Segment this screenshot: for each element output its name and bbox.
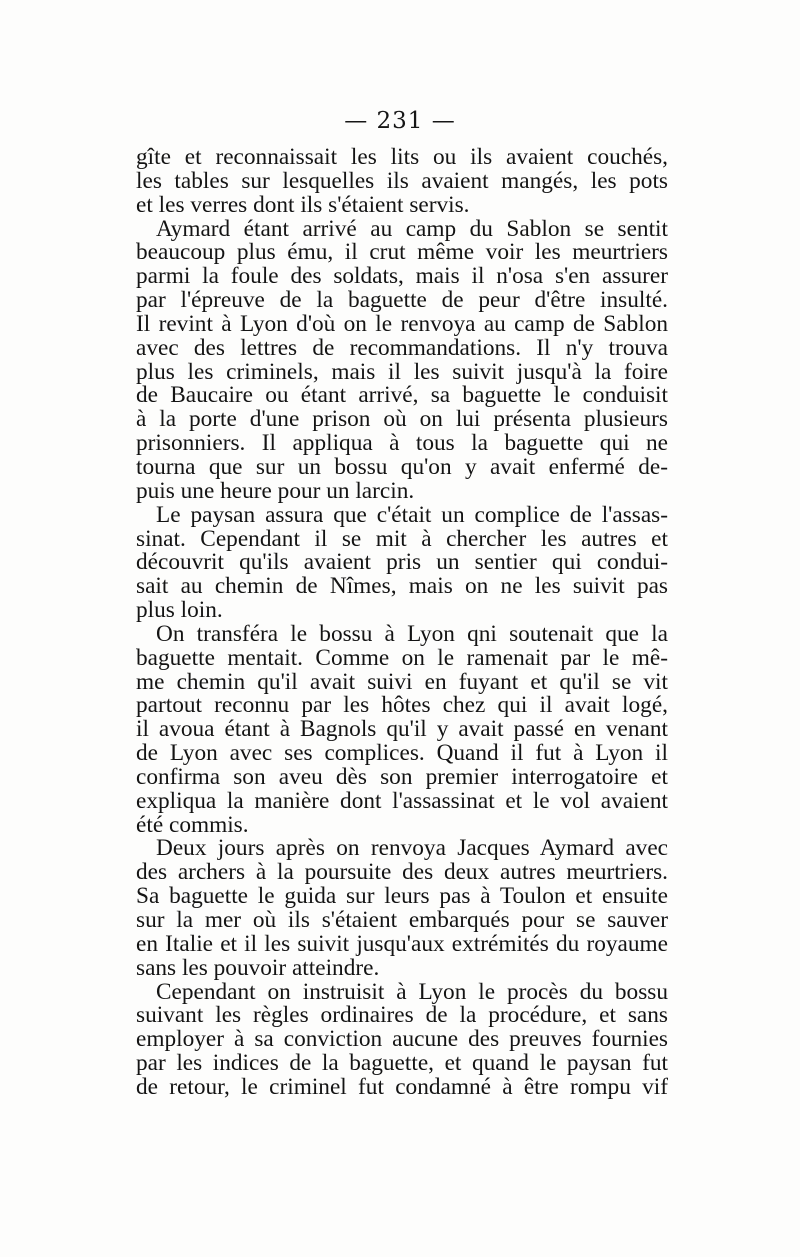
text-line: Aymard étant arrivé au camp du Sablon se sentit [156,215,668,242]
text-line: des archers à la poursuite des deux autres meurtriers. [136,859,668,886]
text-line: Sa baguette le guida sur leurs pas à Toulon et ensuite [136,883,668,910]
text-line: suivant les règles ordinaires de la procédure, et sans [136,1002,668,1029]
text-line: expliqua la manière dont l'assassinat et le vol avaient [136,787,668,814]
text-line: par l'épreuve de la baguette de peur d'être insulté. [136,287,668,314]
text-line: découvrit qu'ils avaient pris un sentier qui condui- [136,549,668,576]
text-line: Cependant on instruisit à Lyon le procès du bossu [156,978,668,1005]
text-line: sans les pouvoir atteindre. [136,954,380,981]
text-line: On transféra le bossu à Lyon qni soutenait que la [156,620,668,647]
text-line: Le paysan assura que c'était un complice de l'assas- [156,501,668,528]
text-line: plus les criminels, mais il les suivit jusqu'à la foire [136,358,668,385]
text-line: sait au chemin de Nîmes, mais on ne les suivit pas [136,573,668,600]
text-line: il avoua étant à Bagnols qu'il y avait passé en venant [136,716,668,743]
body-text [136,146,668,1100]
text-line: puis une heure pour un larcin. [136,477,415,504]
text-line: sur la mer où ils s'étaient embarqués pour se sauver [136,907,668,933]
text-line: sinat. Cependant il se mit à chercher les autres et [136,525,668,552]
text-line: beaucoup plus ému, il crut même voir les meurtriers [136,239,668,266]
page-number: — 231 — [344,108,456,134]
text-line: parmi la foule des soldats, mais il n'osa s'en assurer [136,263,668,290]
text-line: été commis. [136,811,249,838]
text-line: employer à sa conviction aucune des preuves fournies [136,1026,668,1053]
text-line: confirma son aveu dès son premier interrogatoire et [136,763,668,790]
text-line: de retour, le criminel fut condamné à être rompu vif [136,1073,668,1100]
text-line: de Lyon avec ses complices. Quand il fut à Lyon il [136,740,668,767]
text-line: de Baucaire ou étant arrivé, sa baguette le conduisit [136,382,668,409]
text-line: et les verres dont ils s'étaient servis. [136,191,470,218]
text-line: Il revint à Lyon d'où on le renvoya au camp de Sablon [136,310,668,337]
text-line: baguette mentait. Comme on le ramenait par le mê- [136,644,668,671]
text-line: prisonniers. Il appliqua à tous la baguette qui ne [136,430,668,457]
text-line: plus loin. [136,597,223,624]
text-line: en Italie et il les suivit jusqu'aux extrémités du royaume [136,930,668,957]
text-line: Deux jours après on renvoya Jacques Aymard avec [156,835,668,862]
text-line: par les indices de la baguette, et quand le paysan fut [136,1050,668,1077]
text-line: me chemin qu'il avait suivi en fuyant et qu'il se vit [136,668,668,695]
text-line: les tables sur lesquelles ils avaient mangés, les pots [136,167,668,194]
text-line: partout reconnu par les hôtes chez qui il avait logé, [136,692,668,719]
text-line: gîte et reconnaissait les lits ou ils avaient couchés, [136,144,668,170]
text-line: tourna que sur un bossu qu'on y avait enfermé de- [136,453,668,480]
text-line: à la porte d'une prison où on lui présenta plusieurs [136,406,668,433]
text-line: avec des lettres de recommandations. Il n'y trouva [136,334,668,361]
